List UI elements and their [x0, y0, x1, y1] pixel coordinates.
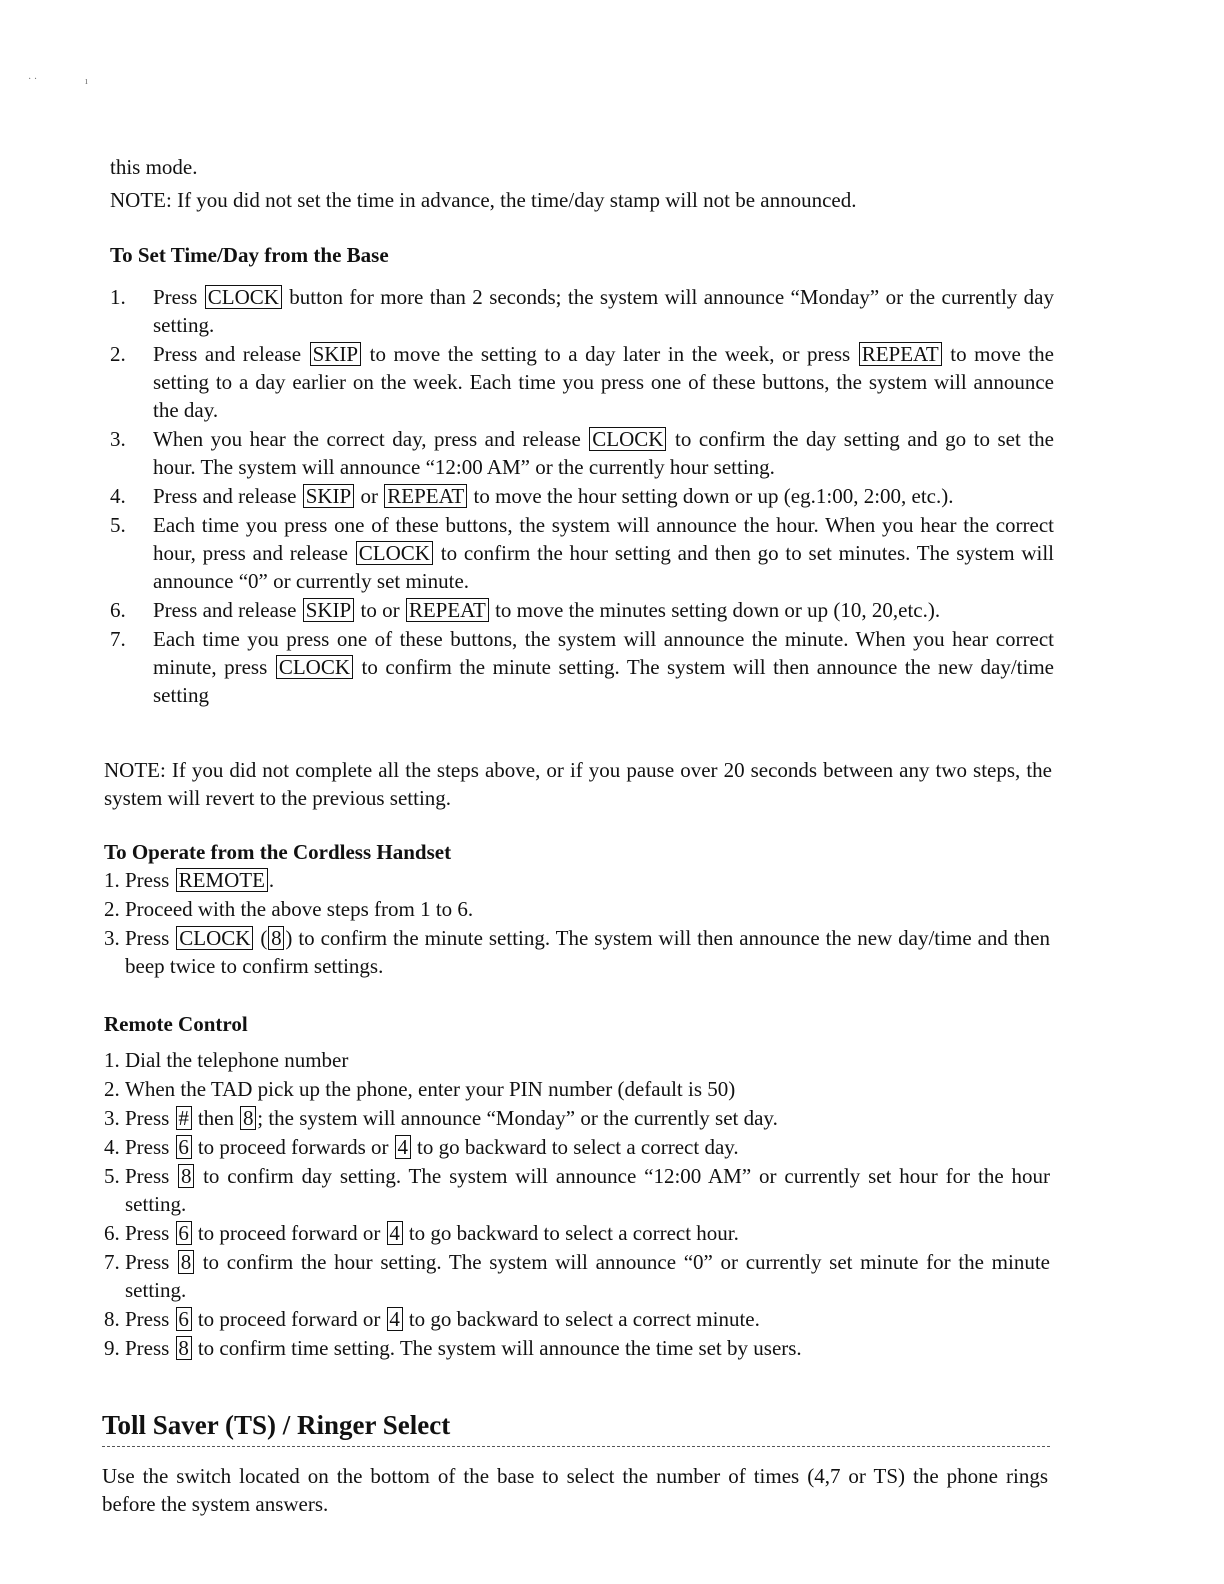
remote-step: 9. Press 8 to confirm time setting. The system will announce the time set by users. [104, 1336, 802, 1360]
base-note: NOTE: If you did not complete all the steps above, or if you pause over 20 seconds between any two steps, the system will revert to the previous setting. [104, 758, 1052, 810]
handset-steps-list [104, 866, 1050, 981]
key-label-clock: CLOCK [356, 541, 433, 565]
key-label-skip: SKIP [310, 342, 362, 366]
key-label-skip: SKIP [303, 484, 355, 508]
key-label-4: 4 [387, 1221, 403, 1245]
remote-step: 2. When the TAD pick up the phone, enter your PIN number (default is 50) [104, 1077, 736, 1101]
step-number: 4. [104, 1135, 120, 1159]
section-heading-handset: To Operate from the Cordless Handset [104, 840, 452, 864]
step-number: 1. [110, 285, 126, 309]
key-label-repeat: REPEAT [384, 484, 467, 508]
intro-note: NOTE: If you did not set the time in advance, the time/day stamp will not be announced. [110, 188, 857, 212]
key-label-clock: CLOCK [276, 655, 353, 679]
key-label-clock: CLOCK [205, 285, 282, 309]
base-step: 4. Press and release SKIP or REPEAT to move the hour setting down or up (eg.1:00, 2:00, etc.). [110, 484, 954, 508]
section-heading-remote: Remote Control [104, 1012, 248, 1036]
step-number: 3. [110, 427, 126, 451]
scan-speck: · · [28, 74, 38, 85]
section-heading-base: To Set Time/Day from the Base [110, 243, 389, 267]
remote-step: 3. Press # then 8 ; the system will announce “Monday” or the currently set day. [104, 1106, 778, 1130]
step-number: 3. [104, 1106, 120, 1130]
base-step: 7. Each time you press one of these buttons, the system will announce the minute. When you hear correct minute, press CLOCK to confirm the minute setting. The system will then announce the new day/time setting [110, 627, 1054, 707]
section-divider [102, 1446, 1050, 1447]
base-step: 6. Press and release SKIP to or REPEAT to move the minutes setting down or up (10, 20,etc.). [110, 598, 941, 622]
step-number: 7. [110, 627, 126, 651]
key-label-4: 4 [395, 1135, 411, 1159]
base-step: 1. Press CLOCK button for more than 2 seconds; the system will announce “Monday” or the currently day setting. [110, 285, 1054, 337]
step-number: 6. [110, 598, 126, 622]
step-number: 1. [104, 868, 120, 892]
base-step: 5. Each time you press one of these buttons, the system will announce the hour. When you hear the correct hour, press and release CLOCK to confirm the hour setting and then go to set minutes. The system will announce “0” or currently set minute. [110, 513, 1054, 593]
key-label-8: 8 [178, 1250, 194, 1274]
step-number: 2. [104, 1077, 120, 1101]
key-label-hash: # [176, 1106, 192, 1130]
key-label-6: 6 [176, 1307, 192, 1331]
key-label-8: 8 [240, 1106, 256, 1130]
remote-steps-list [104, 1046, 1050, 1363]
step-number: 6. [104, 1221, 120, 1245]
base-step: 3. When you hear the correct day, press and release CLOCK to confirm the day setting and go to set the hour. The system will announce “12:00 AM” or the currently hour setting. [110, 427, 1054, 479]
step-number: 8. [104, 1307, 120, 1331]
key-label-repeat: REPEAT [406, 598, 489, 622]
scan-speck: ı [85, 76, 88, 87]
step-number: 4. [110, 484, 126, 508]
handset-step: 2. Proceed with the above steps from 1 to 6. [104, 897, 474, 921]
base-step: 2. Press and release SKIP to move the setting to a day later in the week, or press REPEAT to move the setting to a day earlier on the week. Each time you press one of these buttons, the system will announce the day. [110, 342, 1054, 422]
remote-step: 8. Press 6 to proceed forward or 4 to go backward to select a correct minute. [104, 1307, 760, 1331]
continued-text: this mode. [110, 155, 198, 179]
key-label-clock: CLOCK [589, 427, 666, 451]
key-label-6: 6 [176, 1221, 192, 1245]
step-number: 1. [104, 1048, 120, 1072]
step-number: 5. [104, 1164, 120, 1188]
key-label-8: 8 [176, 1336, 192, 1360]
key-label-8: 8 [268, 926, 284, 950]
key-label-remote: REMOTE [176, 868, 268, 892]
key-label-clock: CLOCK [176, 926, 253, 950]
remote-step: 5. Press 8 to confirm day setting. The system will announce “12:00 AM” or currently set hour for the hour setting. [104, 1164, 1051, 1216]
step-number: 3. [104, 926, 120, 950]
step-number: 2. [104, 897, 120, 921]
step-number: 2. [110, 342, 126, 366]
remote-step: 7. Press 8 to confirm the hour setting. The system will announce “0” or currently set minute for the minute setting. [104, 1250, 1050, 1302]
remote-step: 4. Press 6 to proceed forwards or 4 to go backward to select a correct day. [104, 1135, 739, 1159]
key-label-4: 4 [387, 1307, 403, 1331]
key-label-6: 6 [176, 1135, 192, 1159]
base-steps-list [110, 283, 1054, 710]
key-label-repeat: REPEAT [859, 342, 942, 366]
step-number: 5. [110, 513, 126, 537]
handset-step: 3. Press CLOCK ( 8 ) to confirm the minute setting. The system will then announce the new day/time and then beep twice to confirm settings. [104, 926, 1050, 978]
section-heading-toll: Toll Saver (TS) / Ringer Select [102, 1410, 451, 1440]
toll-body: Use the switch located on the bottom of the base to select the number of times (4,7 or TS) the phone rings before the system answers. [102, 1464, 1048, 1516]
step-number: 7. [104, 1250, 120, 1274]
key-label-skip: SKIP [303, 598, 355, 622]
handset-step: 1. Press REMOTE . [104, 868, 275, 892]
remote-step: 1. Dial the telephone number [104, 1048, 349, 1072]
key-label-8: 8 [178, 1164, 194, 1188]
remote-step: 6. Press 6 to proceed forward or 4 to go backward to select a correct hour. [104, 1221, 739, 1245]
step-number: 9. [104, 1336, 120, 1360]
